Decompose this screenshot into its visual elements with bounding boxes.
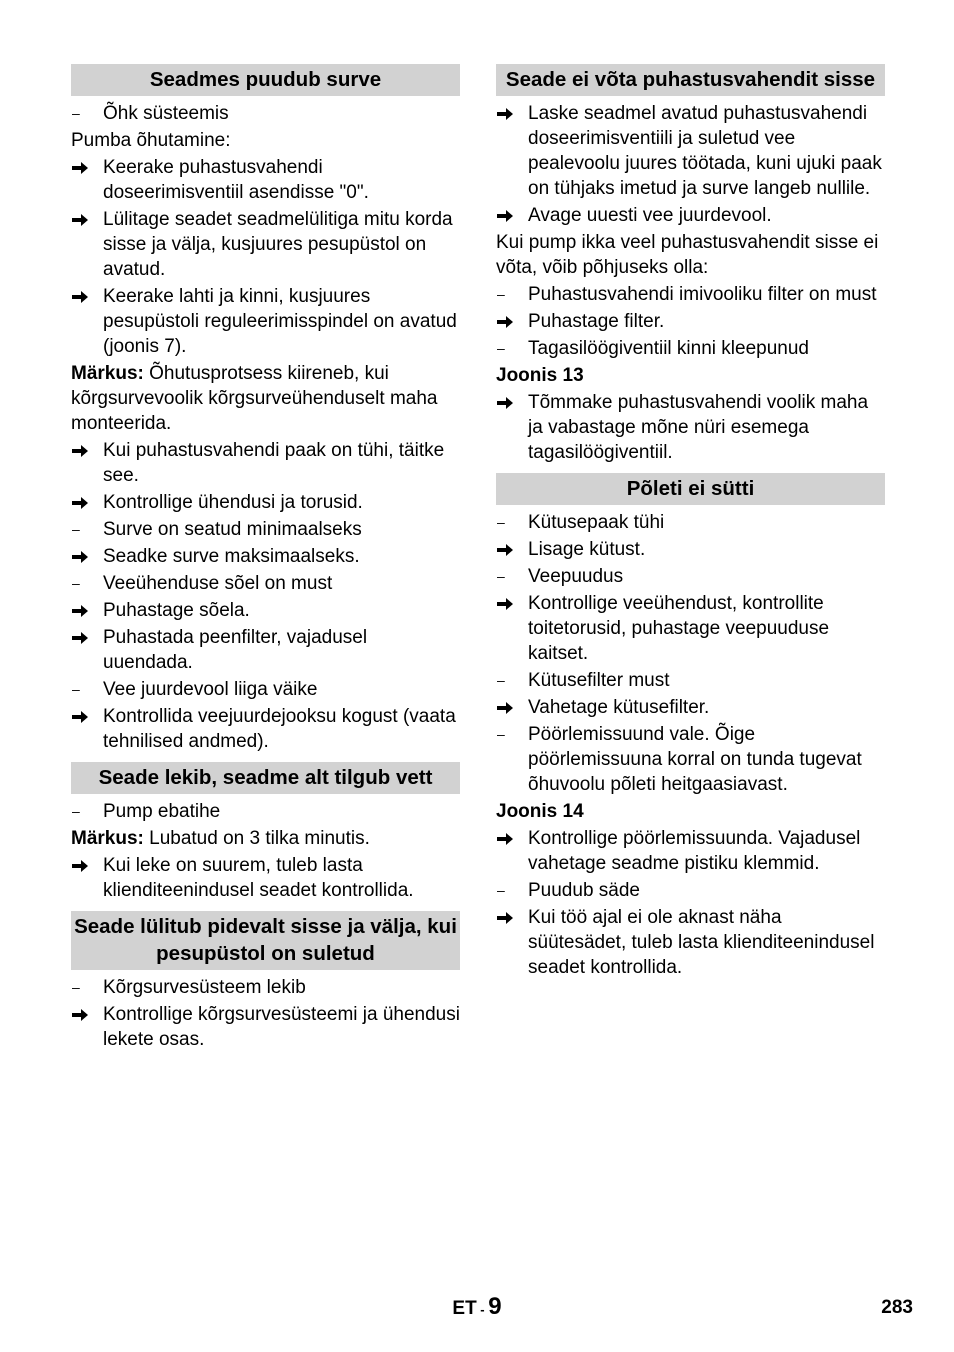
fault-item bbox=[71, 101, 460, 126]
item-text: Tõmmake puhastusvahendi voolik maha ja vabastage mõne nüri esemega tagasilöögiventiil. bbox=[528, 392, 869, 463]
remedy-item bbox=[496, 905, 885, 980]
fault-item bbox=[71, 799, 460, 824]
note-text: Õhutusprotsess kiireneb, kui kõrgsurvevoolik kõrgsurveühenduselt maha monteerida. bbox=[71, 363, 438, 434]
remedy-item bbox=[71, 1002, 460, 1052]
note-text: Lubatud on 3 tilka minutis. bbox=[143, 828, 370, 849]
remedy-item bbox=[496, 309, 885, 334]
item-text: Kontrollige ühendusi ja torusid. bbox=[103, 492, 363, 513]
note-label: Märkus: bbox=[71, 828, 144, 849]
item-text: Puhastusvahendi imivooliku filter on must bbox=[528, 284, 877, 305]
item-text: Seadke surve maksimaalseks. bbox=[103, 546, 360, 567]
item-text: Õhk süsteemis bbox=[103, 103, 229, 124]
dash-bullet: – bbox=[497, 340, 505, 356]
remedy-item bbox=[71, 438, 460, 488]
fault-item bbox=[496, 282, 885, 307]
fault-item bbox=[496, 722, 885, 797]
remedy-item bbox=[71, 490, 460, 515]
item-text: Puhastada peenfilter, vajadusel uuendada. bbox=[103, 627, 368, 673]
section-heading: Seade lekib, seadme alt tilgub vett bbox=[71, 762, 460, 794]
item-text: Puhastage sõela. bbox=[103, 600, 250, 621]
item-text: Kontrollige pöörlemissuunda. Vajadusel vahetage seadme pistiku klemmid. bbox=[528, 828, 861, 874]
item-text: Kontrollige veeühendust, kontrollite toitetorusid, puhastage veepuuduse kaitset. bbox=[528, 593, 830, 664]
remedy-item bbox=[71, 155, 460, 205]
item-text: Kõrgsurvesüsteem lekib bbox=[103, 977, 306, 998]
footer-language: ET bbox=[452, 1298, 477, 1319]
remedy-item bbox=[71, 207, 460, 282]
item-text: Kontrollida veejuurdejooksu kogust (vaata tehnilised andmed). bbox=[103, 706, 456, 752]
fault-item bbox=[71, 517, 460, 542]
dash-bullet: – bbox=[72, 521, 80, 537]
note-label: Märkus: bbox=[71, 363, 144, 384]
section-heading: Põleti ei sütti bbox=[496, 473, 885, 505]
item-text: Veepuudus bbox=[528, 566, 624, 587]
dash-bullet: – bbox=[497, 514, 505, 530]
dash-bullet: – bbox=[72, 803, 80, 819]
remedy-item bbox=[496, 537, 885, 562]
item-text: Pump ebatihe bbox=[103, 801, 221, 822]
remedy-item bbox=[71, 598, 460, 623]
dash-bullet: – bbox=[72, 575, 80, 591]
remedy-item bbox=[496, 390, 885, 465]
paragraph: Pumba õhutamine: bbox=[71, 130, 231, 151]
left-column bbox=[71, 64, 460, 1054]
dash-bullet: – bbox=[72, 681, 80, 697]
remedy-item bbox=[496, 826, 885, 876]
item-text: Keerake puhastusvahendi doseerimisventiil asendisse "0". bbox=[103, 157, 369, 203]
dash-bullet: – bbox=[497, 726, 505, 742]
fault-item bbox=[71, 677, 460, 702]
item-text: Kütusepaak tühi bbox=[528, 512, 665, 533]
item-text: Vee juurdevool liiga väike bbox=[103, 679, 318, 700]
dash-bullet: – bbox=[72, 105, 80, 121]
remedy-item bbox=[71, 704, 460, 754]
dash-bullet: – bbox=[497, 568, 505, 584]
fault-item bbox=[71, 975, 460, 1000]
footer-section-page: 9 bbox=[488, 1293, 502, 1320]
remedy-item bbox=[496, 101, 885, 201]
item-text: Kui puhastusvahendi paak on tühi, täitke see. bbox=[103, 440, 445, 486]
item-text: Pöörlemissuund vale. Õige pöörlemissuuna korral on tunda tugevat õhuvoolu põleti heitgaasiavast. bbox=[528, 724, 862, 795]
remedy-item bbox=[71, 625, 460, 675]
item-text: Keerake lahti ja kinni, kusjuures pesupüstoli reguleerimisspindel on avatud (joonis 7). bbox=[103, 286, 457, 357]
note bbox=[71, 826, 460, 851]
figure-reference: Joonis 13 bbox=[496, 365, 584, 386]
remedy-item bbox=[71, 544, 460, 569]
footer-page-label bbox=[0, 1293, 954, 1321]
figure-reference: Joonis 14 bbox=[496, 801, 584, 822]
item-text: Vahetage kütusefilter. bbox=[528, 697, 710, 718]
page-footer bbox=[0, 1293, 954, 1323]
footer-separator: - bbox=[476, 1302, 489, 1317]
section-heading: Seade lülitub pidevalt sisse ja välja, kui pesupüstol on suletud bbox=[71, 911, 460, 970]
item-text: Surve on seatud minimaalseks bbox=[103, 519, 362, 540]
item-text: Veeühenduse sõel on must bbox=[103, 573, 333, 594]
dash-bullet: – bbox=[497, 672, 505, 688]
fault-item bbox=[496, 878, 885, 903]
paragraph: Kui pump ikka veel puhastusvahendit sisse ei võta, võib põhjuseks olla: bbox=[496, 232, 879, 278]
fault-item bbox=[71, 571, 460, 596]
fault-item bbox=[496, 564, 885, 589]
fault-item bbox=[496, 510, 885, 535]
remedy-item bbox=[496, 591, 885, 666]
item-text: Lisage kütust. bbox=[528, 539, 646, 560]
dash-bullet: – bbox=[497, 882, 505, 898]
item-text: Puhastage filter. bbox=[528, 311, 665, 332]
dash-bullet: – bbox=[72, 979, 80, 995]
note bbox=[71, 361, 460, 436]
dash-bullet: – bbox=[497, 286, 505, 302]
remedy-item bbox=[71, 284, 460, 359]
item-text: Kui töö ajal ei ole aknast näha süütesädet, tuleb lasta klienditeenindusel seadet kontrollida. bbox=[528, 907, 875, 978]
fault-item bbox=[496, 668, 885, 693]
remedy-item bbox=[496, 695, 885, 720]
section-heading: Seade ei võta puhastusvahendit sisse bbox=[496, 64, 885, 96]
item-text: Kütusefilter must bbox=[528, 670, 670, 691]
fault-item bbox=[496, 336, 885, 361]
item-text: Avage uuesti vee juurdevool. bbox=[528, 205, 772, 226]
section-heading: Seadmes puudub surve bbox=[71, 64, 460, 96]
item-text: Laske seadmel avatud puhastusvahendi doseerimisventiili ja suletud vee pealevoolu juures töötada, kuni ujuki paak on tühjaks imetud ja surve langeb nullile. bbox=[528, 103, 882, 199]
item-text: Kui leke on suurem, tuleb lasta klienditeenindusel seadet kontrollida. bbox=[103, 855, 414, 901]
footer-page-number: 283 bbox=[881, 1297, 913, 1318]
item-text: Lülitage seadet seadmelülitiga mitu korda sisse ja välja, kusjuures pesupüstol on avatud. bbox=[103, 209, 453, 280]
remedy-item bbox=[496, 203, 885, 228]
item-text: Kontrollige kõrgsurvesüsteemi ja ühendusi lekete osas. bbox=[103, 1004, 460, 1050]
right-column bbox=[496, 64, 885, 982]
remedy-item bbox=[71, 853, 460, 903]
item-text: Tagasilöögiventiil kinni kleepunud bbox=[528, 338, 809, 359]
item-text: Puudub säde bbox=[528, 880, 640, 901]
